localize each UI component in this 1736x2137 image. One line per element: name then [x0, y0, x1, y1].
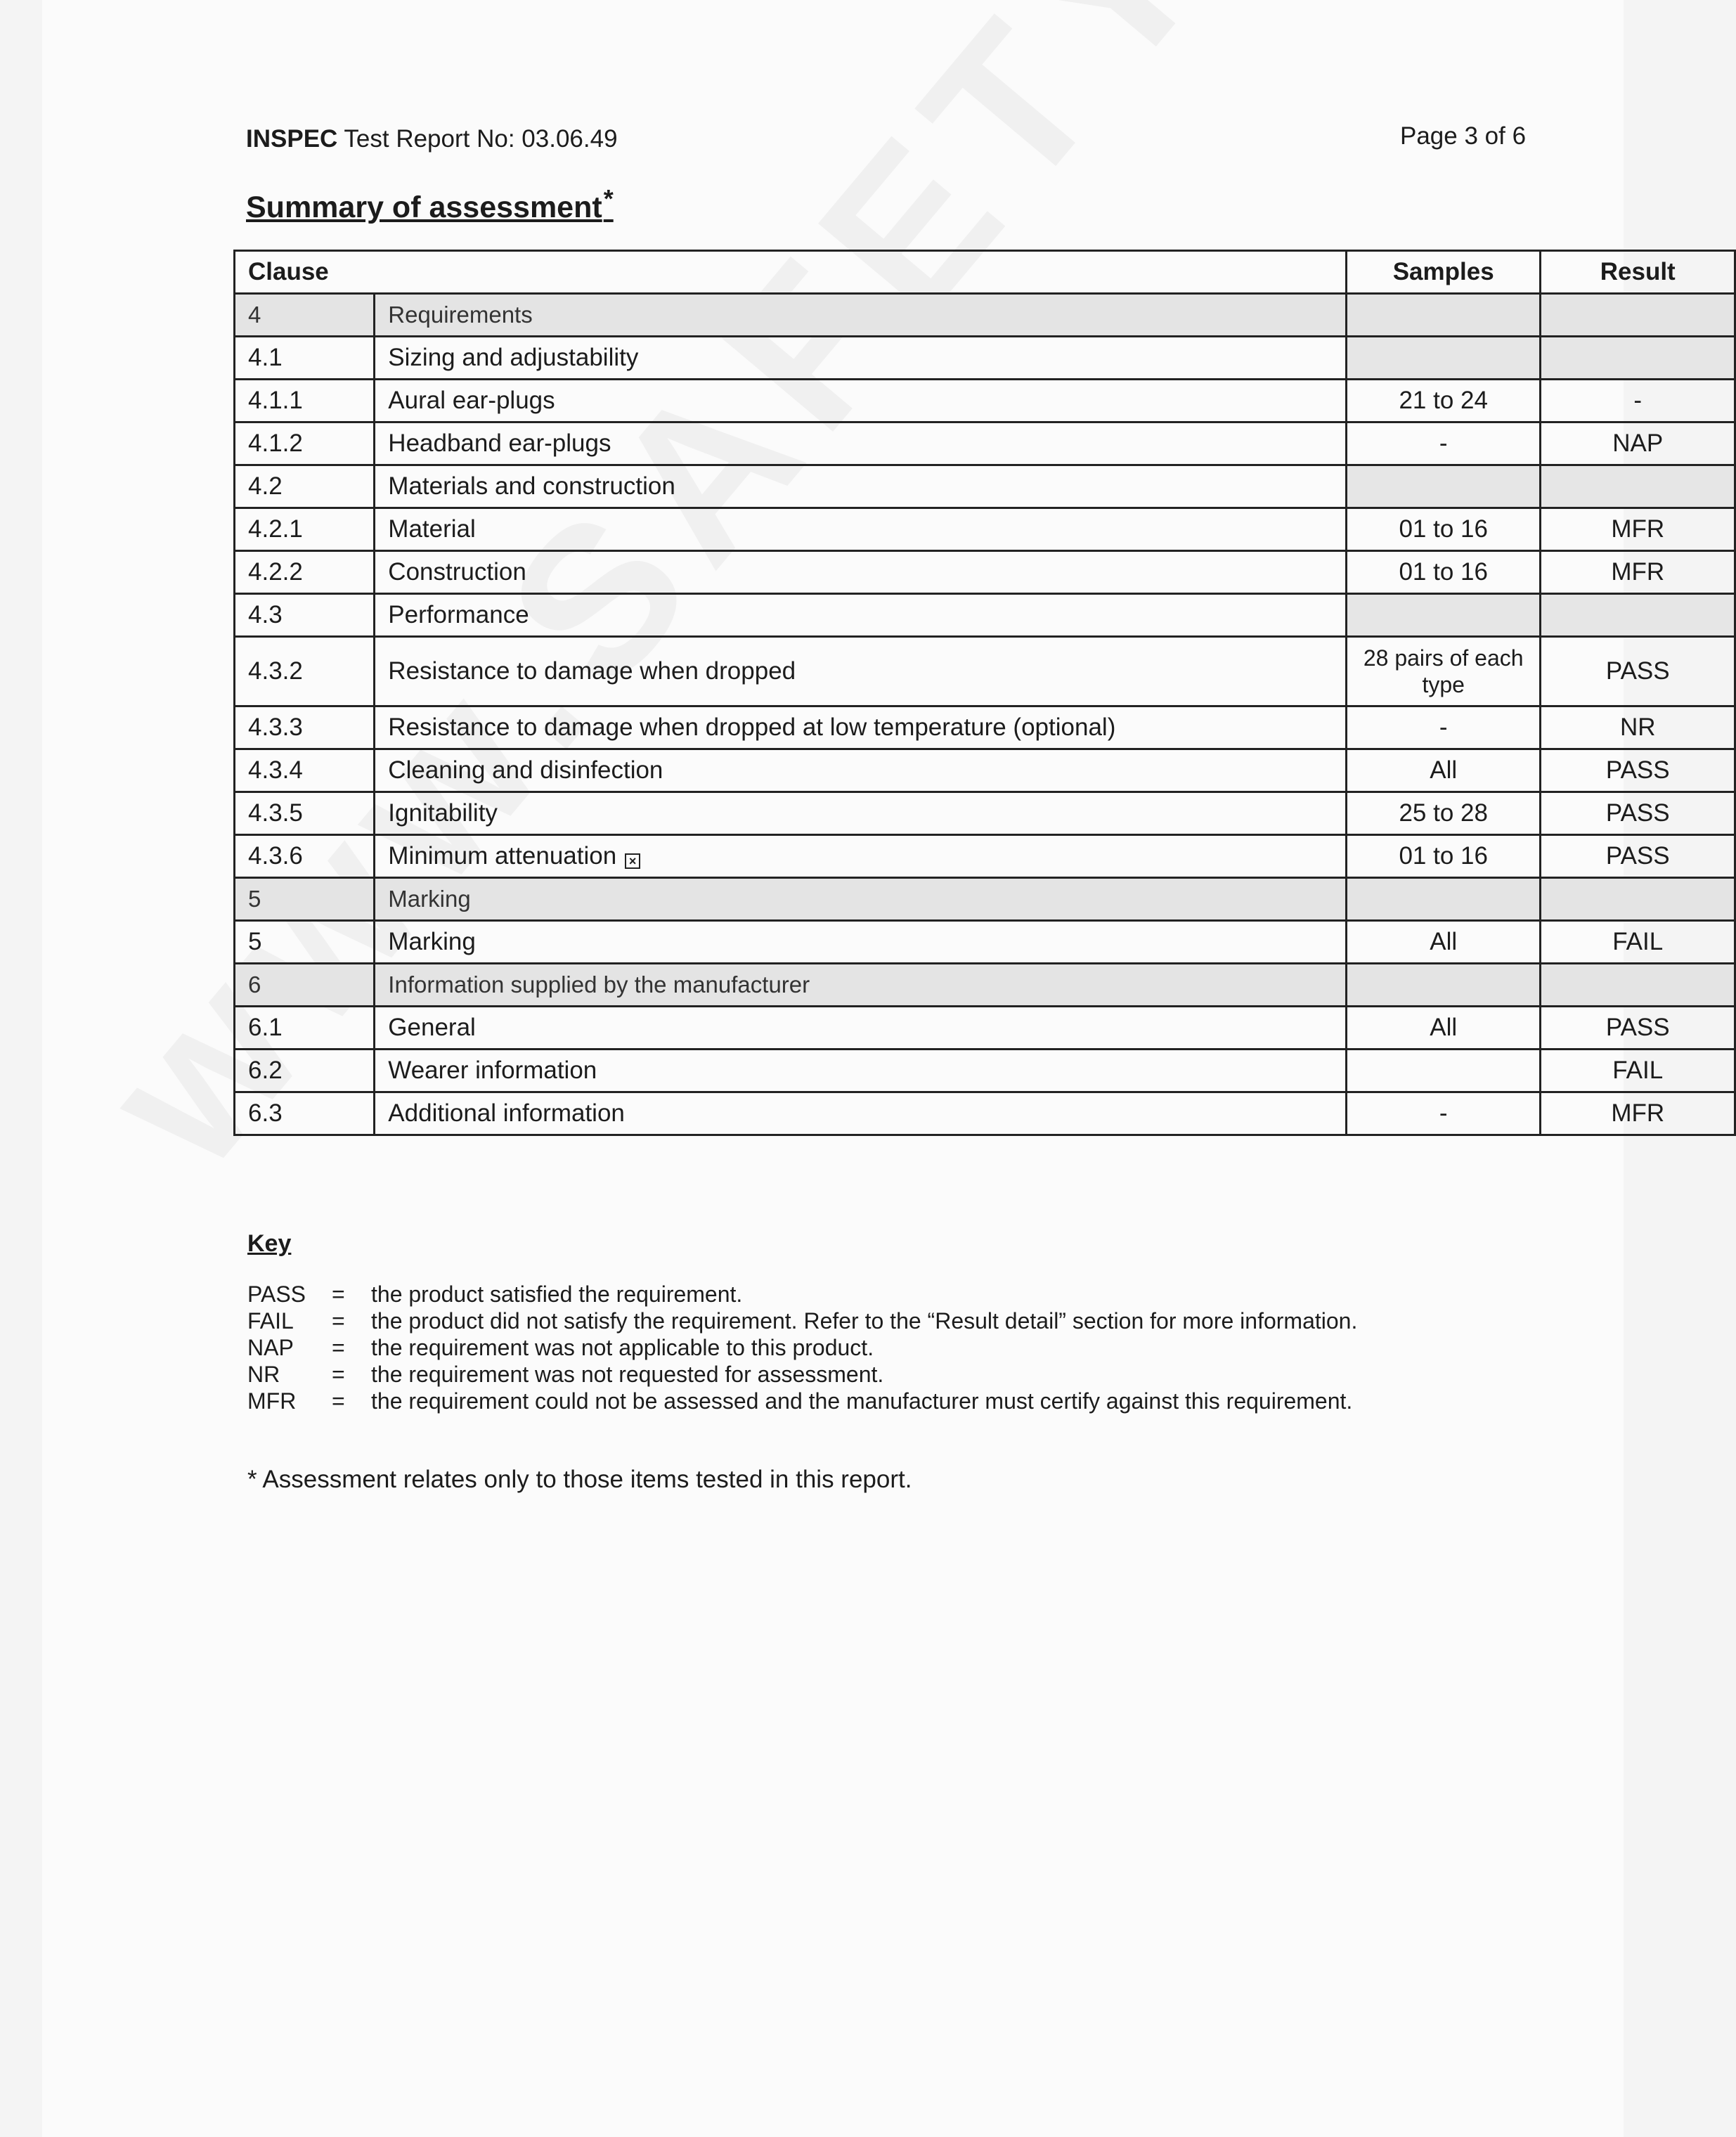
table-row: [235, 465, 1735, 508]
table-row: [235, 337, 1735, 380]
cell-samples: 01 to 16: [1346, 551, 1541, 594]
table-row: [235, 422, 1735, 465]
cell-clause: 4.2: [235, 465, 375, 508]
cell-samples: 21 to 24: [1346, 380, 1541, 422]
key-item: [247, 1334, 1357, 1361]
cell-samples: [1346, 1050, 1541, 1092]
cell-samples: [1346, 964, 1541, 1007]
cell-result: [1541, 337, 1735, 380]
cell-description: Wearer information: [375, 1050, 1347, 1092]
cell-samples: [1346, 465, 1541, 508]
cell-description: Additional information: [375, 1092, 1347, 1135]
key-item: [247, 1308, 1357, 1334]
table-row: [235, 1092, 1735, 1135]
key-title: Key: [247, 1230, 292, 1257]
cell-description: Marking: [375, 921, 1347, 964]
cell-description: Sizing and adjustability: [375, 337, 1347, 380]
cell-result: PASS: [1541, 749, 1735, 792]
cell-result: NR: [1541, 706, 1735, 749]
cell-clause: 4.2.2: [235, 551, 375, 594]
cell-description: Requirements: [375, 294, 1347, 337]
assessment-table: [233, 250, 1736, 1136]
cell-clause: 4: [235, 294, 375, 337]
cell-samples: -: [1346, 706, 1541, 749]
cell-samples: All: [1346, 921, 1541, 964]
key-eq: =: [332, 1388, 345, 1414]
cell-result: [1541, 294, 1735, 337]
cell-description: Information supplied by the manufacturer: [375, 964, 1347, 1007]
key-item: [247, 1361, 1357, 1388]
table-row: [235, 1007, 1735, 1050]
key-abbr: NR: [247, 1361, 280, 1387]
key-text: the requirement was not requested for assessment.: [371, 1361, 884, 1387]
cell-samples: All: [1346, 749, 1541, 792]
cell-result: PASS: [1541, 792, 1735, 835]
table-row: [235, 551, 1735, 594]
cell-clause: 4.3.5: [235, 792, 375, 835]
cell-samples: [1346, 594, 1541, 637]
cell-clause: 6.3: [235, 1092, 375, 1135]
cell-result: PASS: [1541, 637, 1735, 706]
cell-result: MFR: [1541, 508, 1735, 551]
cell-clause: 4.1: [235, 337, 375, 380]
key-list: [247, 1281, 1357, 1414]
cell-description: Construction: [375, 551, 1347, 594]
key-abbr: FAIL: [247, 1308, 294, 1334]
document-page: [42, 0, 1676, 2137]
cell-result: MFR: [1541, 551, 1735, 594]
key-text: the product satisfied the requirement.: [371, 1281, 743, 1307]
cell-result: MFR: [1541, 1092, 1735, 1135]
cell-result: [1541, 465, 1735, 508]
cell-samples: -: [1346, 1092, 1541, 1135]
cell-samples: [1346, 878, 1541, 921]
table-row: [235, 792, 1735, 835]
cell-clause: 6: [235, 964, 375, 1007]
key-text: the requirement could not be assessed and the manufacturer must certify against this requirement.: [371, 1388, 1353, 1414]
page-number: Page 3 of 6: [1400, 122, 1527, 150]
cell-samples: [1346, 337, 1541, 380]
cell-clause: 6.2: [235, 1050, 375, 1092]
cell-samples: -: [1346, 422, 1541, 465]
report-org: INSPEC: [246, 125, 338, 153]
table-row: [235, 964, 1735, 1007]
cell-result: PASS: [1541, 1007, 1735, 1050]
cell-description: Aural ear-plugs: [375, 380, 1347, 422]
cell-description: Performance: [375, 594, 1347, 637]
table-row: [235, 921, 1735, 964]
boxed-x-icon: ×: [625, 853, 640, 869]
cell-clause: 4.3.4: [235, 749, 375, 792]
cell-result: NAP: [1541, 422, 1735, 465]
key-item: [247, 1388, 1357, 1414]
key-text: the product did not satisfy the requirement. Refer to the “Result detail” section for more information.: [371, 1308, 1358, 1334]
cell-result: [1541, 964, 1735, 1007]
key-text: the requirement was not applicable to this product.: [371, 1334, 874, 1360]
key-abbr: NAP: [247, 1334, 294, 1360]
table-body: [235, 294, 1735, 1135]
cell-clause: 5: [235, 878, 375, 921]
cell-description: Cleaning and disinfection: [375, 749, 1347, 792]
table-row: [235, 294, 1735, 337]
cell-samples: 28 pairs of each type: [1346, 637, 1541, 706]
key-abbr: MFR: [247, 1388, 297, 1414]
key-eq: =: [332, 1308, 345, 1334]
key-abbr: PASS: [247, 1281, 306, 1307]
cell-clause: 4.1.1: [235, 380, 375, 422]
key-eq: =: [332, 1334, 345, 1360]
col-header-clause: Clause: [235, 251, 1347, 294]
cell-clause: 4.2.1: [235, 508, 375, 551]
table-row: [235, 1050, 1735, 1092]
table-header-row: [235, 251, 1735, 294]
cell-clause: 4.3.6: [235, 835, 375, 878]
cell-description: Resistance to damage when dropped: [375, 637, 1347, 706]
footnote: * Assessment relates only to those items tested in this report.: [247, 1466, 912, 1493]
table-row: [235, 380, 1735, 422]
table-row: [235, 594, 1735, 637]
cell-samples: 01 to 16: [1346, 508, 1541, 551]
cell-clause: 4.3.2: [235, 637, 375, 706]
title-text: Summary of assessment: [246, 191, 602, 224]
cell-description: General: [375, 1007, 1347, 1050]
cell-description: Headband ear-plugs: [375, 422, 1347, 465]
cell-description: Minimum attenuation ×: [375, 835, 1347, 878]
cell-description: Marking: [375, 878, 1347, 921]
page-title: [246, 184, 614, 225]
col-header-result: Result: [1541, 251, 1735, 294]
report-label: Test Report No:: [344, 125, 515, 153]
cell-result: [1541, 878, 1735, 921]
table-row: [235, 637, 1735, 706]
table-row: [235, 706, 1735, 749]
table-row: [235, 878, 1735, 921]
cell-result: [1541, 594, 1735, 637]
cell-result: PASS: [1541, 835, 1735, 878]
cell-description: Materials and construction: [375, 465, 1347, 508]
table-row: [235, 749, 1735, 792]
cell-clause: 4.3: [235, 594, 375, 637]
table-row: [235, 835, 1735, 878]
cell-clause: 5: [235, 921, 375, 964]
report-header: [246, 125, 618, 153]
title-asterisk: *: [603, 184, 614, 213]
report-number: 03.06.49: [522, 125, 618, 153]
cell-result: -: [1541, 380, 1735, 422]
key-eq: =: [332, 1361, 345, 1387]
cell-samples: 01 to 16: [1346, 835, 1541, 878]
cell-clause: 6.1: [235, 1007, 375, 1050]
key-item: [247, 1281, 1357, 1308]
cell-clause: 4.1.2: [235, 422, 375, 465]
cell-clause: 4.3.3: [235, 706, 375, 749]
cell-result: FAIL: [1541, 921, 1735, 964]
cell-description: Material: [375, 508, 1347, 551]
key-eq: =: [332, 1281, 345, 1307]
cell-result: FAIL: [1541, 1050, 1735, 1092]
cell-samples: [1346, 294, 1541, 337]
cell-description: Resistance to damage when dropped at low temperature (optional): [375, 706, 1347, 749]
col-header-samples: Samples: [1346, 251, 1541, 294]
cell-description: Ignitability: [375, 792, 1347, 835]
cell-samples: 25 to 28: [1346, 792, 1541, 835]
cell-samples: All: [1346, 1007, 1541, 1050]
table-row: [235, 508, 1735, 551]
